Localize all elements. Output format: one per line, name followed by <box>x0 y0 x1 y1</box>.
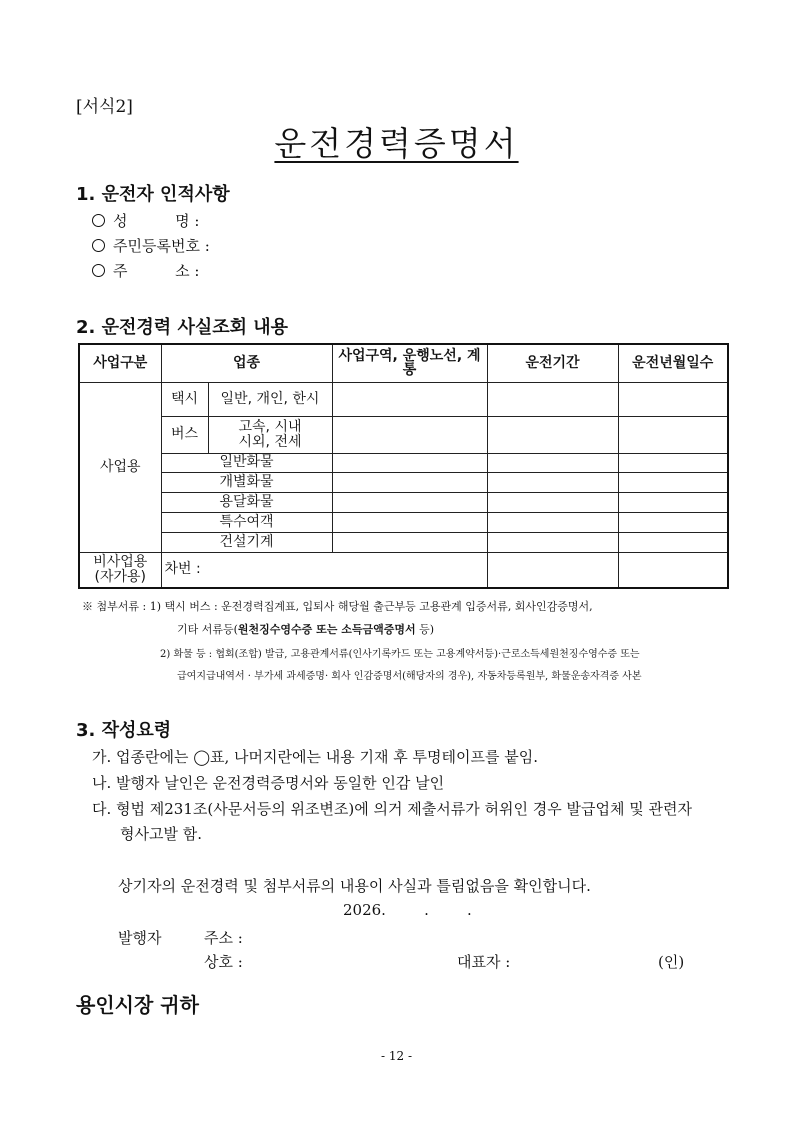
header-area: 사업구역, 운행노선, 계통 <box>332 344 487 382</box>
page-number: - 12 - <box>380 1049 412 1063</box>
cell-area-input[interactable] <box>332 416 487 453</box>
table-row <box>79 552 728 588</box>
table-row <box>79 492 728 512</box>
table-row <box>79 512 728 532</box>
representative-label: 대표자 : <box>457 953 511 971</box>
cell-taxi: 택시 <box>161 382 208 416</box>
section2-heading: 2. 운전경력 사실조회 내용 <box>76 317 289 338</box>
career-table <box>78 343 729 589</box>
header-days: 운전년월일수 <box>618 344 728 382</box>
header-business-type: 사업구분 <box>79 344 161 382</box>
personal-item-id <box>92 235 210 256</box>
personal-item-label: 주 소 : <box>113 262 200 280</box>
document-title-text: 운전경력증명서 <box>274 124 519 163</box>
table-row <box>79 416 728 453</box>
header-industry: 업종 <box>161 344 332 382</box>
cell-bus: 버스 <box>161 416 208 453</box>
confirmation-text: 상기자의 운전경력 및 첨부서류의 내용이 사실과 틀림없음을 확인합니다. <box>118 877 591 895</box>
cell-days-input[interactable] <box>618 512 728 532</box>
cell-days-input[interactable] <box>618 416 728 453</box>
company-label: 상호 : <box>204 953 243 971</box>
cell-taxi-types: 일반, 개인, 한시 <box>208 382 332 416</box>
cell-area-input[interactable] <box>332 532 487 552</box>
attachment-note-line: ※ 첨부서류 : 1) 택시 버스 : 운전경력집계표, 입퇴사 해당월 출근부등 고용관계 입증서류, 회사인감증명서, <box>82 600 593 613</box>
note-bold-text: 원천징수영수증 또는 소득금액증명서 <box>237 623 416 636</box>
section3-heading: 3. 작성요령 <box>76 720 172 741</box>
bus-types-line: 고속, 시내 <box>238 418 302 435</box>
personal-item-label: 주민등록번호 : <box>113 237 210 255</box>
bus-types-line: 시외, 전세 <box>238 433 302 450</box>
cell-period-input[interactable] <box>487 512 618 532</box>
personal-item-address <box>92 260 199 281</box>
circle-icon <box>92 239 105 252</box>
cell-days-input[interactable] <box>618 532 728 552</box>
address-label: 주소 : <box>204 929 243 947</box>
cell-days-input[interactable] <box>618 492 728 512</box>
cell-cargo: 개별화물 <box>161 472 332 492</box>
cell-area-input[interactable] <box>332 512 487 532</box>
cell-area-input[interactable] <box>332 492 487 512</box>
cell-days-input[interactable] <box>618 472 728 492</box>
cell-area-input[interactable] <box>332 382 487 416</box>
cell-area-input[interactable] <box>332 453 487 472</box>
attachment-note-line: 2) 화물 등 : 협회(조합) 발급, 고용관계서류(인사기록카드 또는 고용계약서등)·근로소득세원천징수영수증 또는 <box>160 649 640 660</box>
cell-days-input[interactable] <box>618 382 728 416</box>
table-row <box>79 453 728 472</box>
cell-period-input[interactable] <box>487 552 618 588</box>
cell-area-input[interactable] <box>332 472 487 492</box>
instruction-item: 가. 업종란에는 ◯표, 나머지란에는 내용 기재 후 투명테이프를 붙임. <box>92 748 538 766</box>
instruction-item: 다. 형법 제231조(사문서등의 위조변조)에 의거 제출서류가 허위인 경우 발급업체 및 관련자 <box>92 800 692 818</box>
attachment-note-line: 급여지급내역서 · 부가세 과세증명· 회사 인감증명서(해당자의 경우), 자동차등록원부, 화물운송자격증 사본 <box>177 671 642 682</box>
cell-vehicle-no[interactable]: 차번 : <box>161 552 487 588</box>
section1-heading: 1. 운전자 인적사항 <box>76 184 230 205</box>
cell-non-business <box>79 552 161 588</box>
cell-period-input[interactable] <box>487 382 618 416</box>
cell-cargo: 특수여객 <box>161 512 332 532</box>
note-text: 등) <box>415 623 435 636</box>
form-number: [서식2] <box>76 97 133 117</box>
table-row <box>79 472 728 492</box>
circle-icon <box>92 214 105 227</box>
table-row <box>79 532 728 552</box>
recipient: 용인시장 귀하 <box>76 993 199 1017</box>
cell-bus-types <box>208 416 332 453</box>
non-business-line: (자가용) <box>94 568 146 585</box>
issuer-label: 발행자 <box>118 929 162 947</box>
instruction-item-cont: 형사고발 함. <box>120 825 202 843</box>
cell-period-input[interactable] <box>487 416 618 453</box>
cell-period-input[interactable] <box>487 453 618 472</box>
cell-days-input[interactable] <box>618 552 728 588</box>
note-text: 기타 서류등( <box>177 623 238 636</box>
table-header-row <box>79 344 728 382</box>
cell-cargo: 건설기계 <box>161 532 332 552</box>
cell-cargo: 일반화물 <box>161 453 332 472</box>
document-title <box>0 118 793 165</box>
cell-period-input[interactable] <box>487 532 618 552</box>
seal-mark: (인) <box>658 953 685 971</box>
non-business-line: 비사업용 <box>93 554 148 571</box>
circle-icon <box>92 264 105 277</box>
cell-days-input[interactable] <box>618 453 728 472</box>
header-period: 운전기간 <box>487 344 618 382</box>
table-row <box>79 382 728 416</box>
cell-business-use: 사업용 <box>79 382 161 552</box>
cell-period-input[interactable] <box>487 492 618 512</box>
personal-item-label: 성 명 : <box>113 212 200 230</box>
cell-period-input[interactable] <box>487 472 618 492</box>
cell-cargo: 용달화물 <box>161 492 332 512</box>
issue-date[interactable]: 2026. . . <box>343 901 472 919</box>
instruction-item: 나. 발행자 날인은 운전경력증명서와 동일한 인감 날인 <box>92 774 445 792</box>
personal-item-name <box>92 210 199 231</box>
attachment-note-line <box>177 621 434 637</box>
